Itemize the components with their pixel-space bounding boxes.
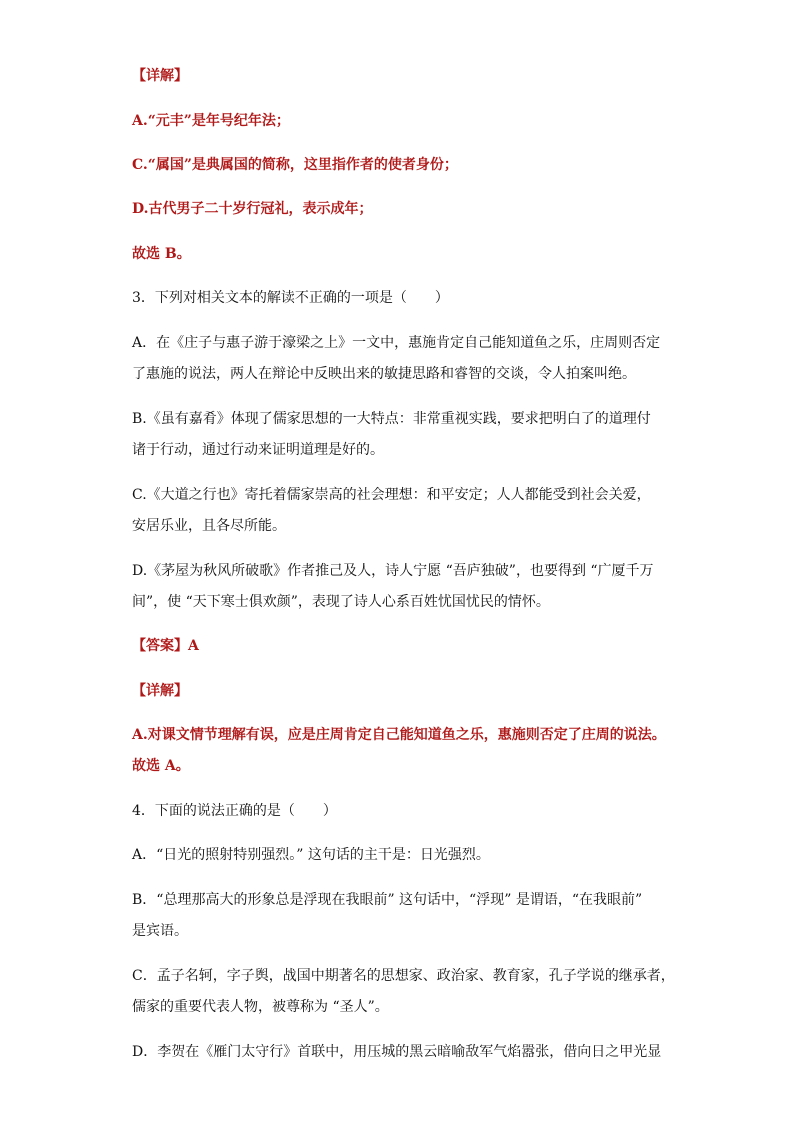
q3-option-b-line: B.《虽有嘉肴》体现了儒家思想的一大特点：非常重视实践，要求把明白了的道理付 xyxy=(132,411,651,427)
q4-option-c-line: 儒家的重要代表人物，被尊称为 “圣人”。 xyxy=(132,999,389,1015)
question-4-stem: 4．下面的说法正确的是（ ） xyxy=(132,803,337,819)
q4-option-c-line: C．孟子名轲，字子舆，战国中期著名的思想家、政治家、教育家，孔子学说的继承者， xyxy=(132,968,675,984)
q3-option-c-line: 安居乐业，且各尽所能。 xyxy=(132,518,286,534)
q3-explanation-line: 故选 A。 xyxy=(132,758,190,774)
q4-option-d-line: D．李贺在《雁门太守行》首联中，用压城的黑云暗喻敌军气焰嚣张，借向日之甲光显 xyxy=(132,1044,662,1060)
explanation-line: 故选 B。 xyxy=(132,246,191,262)
q4-option-a-line: A．“日光的照射特别强烈。” 这句话的主干是：日光强烈。 xyxy=(132,847,490,863)
q4-option-b-line: B．“总理那高大的形象总是浮现在我眼前” 这句话中，“浮现” 是谓语，“在我眼前” xyxy=(132,892,643,908)
q3-option-a-line: A．在《庄子与惠子游于濠梁之上》一文中，惠施肯定自己能知道鱼之乐，庄周则否定 xyxy=(132,335,661,351)
explanation-line: D.古代男子二十岁行冠礼，表示成年； xyxy=(132,201,373,217)
q3-option-c-line: C.《大道之行也》寄托着儒家崇高的社会理想：和平安定；人人都能受到社会关爱， xyxy=(132,487,651,503)
explanation-line: A.“元丰”是年号纪年法； xyxy=(132,113,290,129)
explanation-heading: 【详解】 xyxy=(132,68,188,84)
q3-option-b-line: 诸于行动，通过行动来证明道理是好的。 xyxy=(132,442,384,458)
q3-explanation-heading: 【详解】 xyxy=(132,683,188,699)
q3-option-a-line: 了惠施的说法，两人在辩论中反映出来的敏捷思路和睿智的交谈，令人拍案叫绝。 xyxy=(132,366,636,382)
q3-option-d-line: 间”，使 “天下寒士俱欢颜”，表现了诗人心系百姓忧国忧民的情怀。 xyxy=(132,594,550,610)
q4-option-b-line: 是宾语。 xyxy=(132,923,188,939)
explanation-line: C.“属国”是典属国的简称，这里指作者的使者身份； xyxy=(132,157,458,173)
question-3-stem: 3．下列对相关文本的解读不正确的一项是（ ） xyxy=(132,290,449,306)
q3-option-d-line: D.《茅屋为秋风所破歌》作者推己及人，诗人宁愿 “吾庐独破”，也要得到 “广厦千万 xyxy=(132,563,654,579)
q3-explanation-line: A.对课文情节理解有误，应是庄周肯定自己能知道鱼之乐，惠施则否定了庄周的说法。 xyxy=(132,727,666,743)
q3-answer: 【答案】A xyxy=(132,638,199,654)
